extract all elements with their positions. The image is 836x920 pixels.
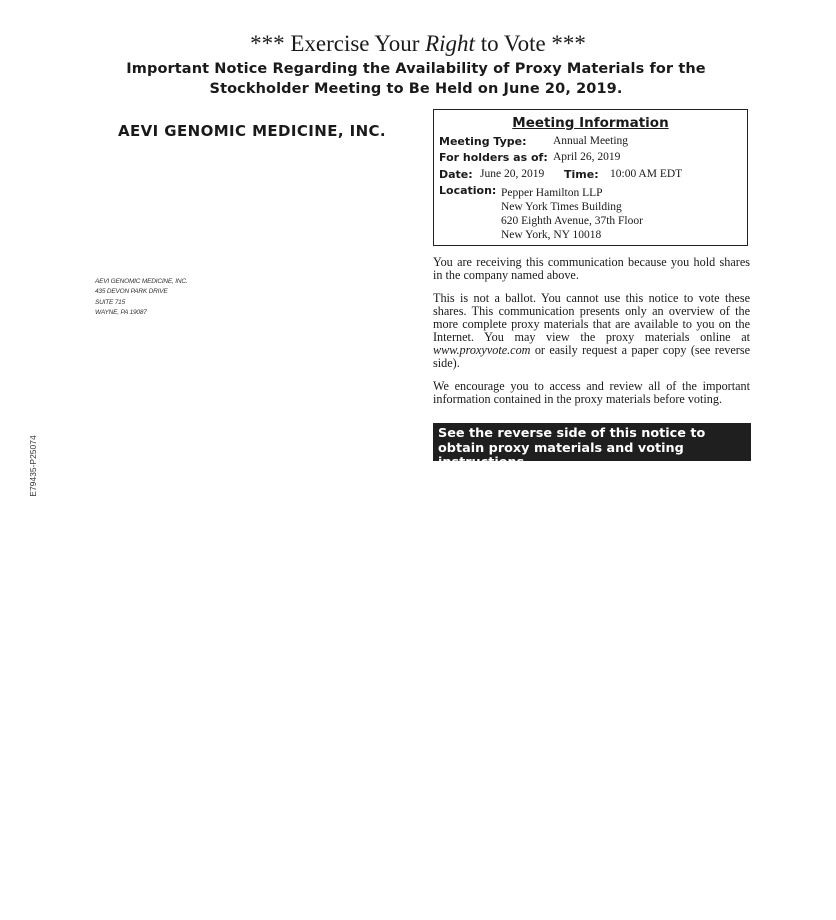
meeting-type-value: Annual Meeting [553, 135, 629, 147]
address-line: AEVI GENOMIC MEDICINE, INC. [95, 278, 188, 285]
meeting-info-heading: Meeting Information [512, 115, 669, 131]
meeting-information-box [433, 109, 748, 246]
address-line: 435 DEVON PARK DRIVE [95, 288, 168, 296]
title-emphasis: Right [425, 31, 475, 56]
location-line: 620 Eighth Avenue, 37th Floor [501, 215, 643, 227]
mailing-address [95, 277, 187, 318]
address-line: WAYNE, PA 19087 [95, 308, 147, 316]
proxyvote-link[interactable]: www.proxyvote.com [433, 343, 531, 357]
subtitle-line-1: Important Notice Regarding the Availability of Proxy Materials for the [126, 61, 706, 77]
title-prefix: *** Exercise Your [250, 31, 426, 56]
date-time-row [439, 168, 683, 181]
title-suffix: to Vote *** [474, 31, 586, 56]
notice-subtitle [0, 59, 832, 99]
meeting-type-label: Meeting Type: [439, 135, 527, 148]
subtitle-line-2: Stockholder Meeting to Be Held on June 20, 2019. [209, 81, 623, 97]
location-label: Location: [439, 184, 497, 197]
holders-label: For holders as of: [439, 151, 548, 164]
not-a-ballot-paragraph [433, 292, 750, 370]
time-label: Time: [564, 168, 599, 181]
control-number [26, 430, 40, 502]
date-label: Date: [439, 168, 473, 181]
location-row [439, 184, 496, 197]
control-number-text: E79435-P25074 [28, 435, 38, 497]
meeting-type-row [439, 135, 629, 148]
notice-title [0, 31, 836, 57]
company-name: AEVI GENOMIC MEDICINE, INC. [118, 122, 387, 140]
para2-text: This is not a ballot. You cannot use this notice to vote these shares. This communication presents only an overview of the more complete proxy materials that are available to you on the Internet. You may view the proxy materials online at [433, 291, 750, 344]
date-value: June 20, 2019 [480, 168, 545, 180]
address-line: SUITE 715 [95, 298, 125, 306]
reverse-side-banner: See the reverse side of this notice to obtain proxy materials and voting instructions. [433, 423, 751, 461]
receiving-notice-paragraph: You are receiving this communication because you hold shares in the company named above. [433, 255, 750, 282]
holders-row [439, 151, 621, 164]
location-address [501, 186, 643, 242]
location-line: Pepper Hamilton LLP [501, 187, 603, 199]
location-line: New York, NY 10018 [501, 229, 602, 241]
para2-text-end: or easily request a paper copy (see reverse side). [433, 343, 750, 370]
encourage-paragraph: We encourage you to access and review all of the important information contained in the proxy materials before voting. [433, 379, 750, 406]
location-line: New York Times Building [501, 201, 622, 213]
holders-value: April 26, 2019 [553, 151, 621, 163]
time-value: 10:00 AM EDT [610, 168, 683, 180]
